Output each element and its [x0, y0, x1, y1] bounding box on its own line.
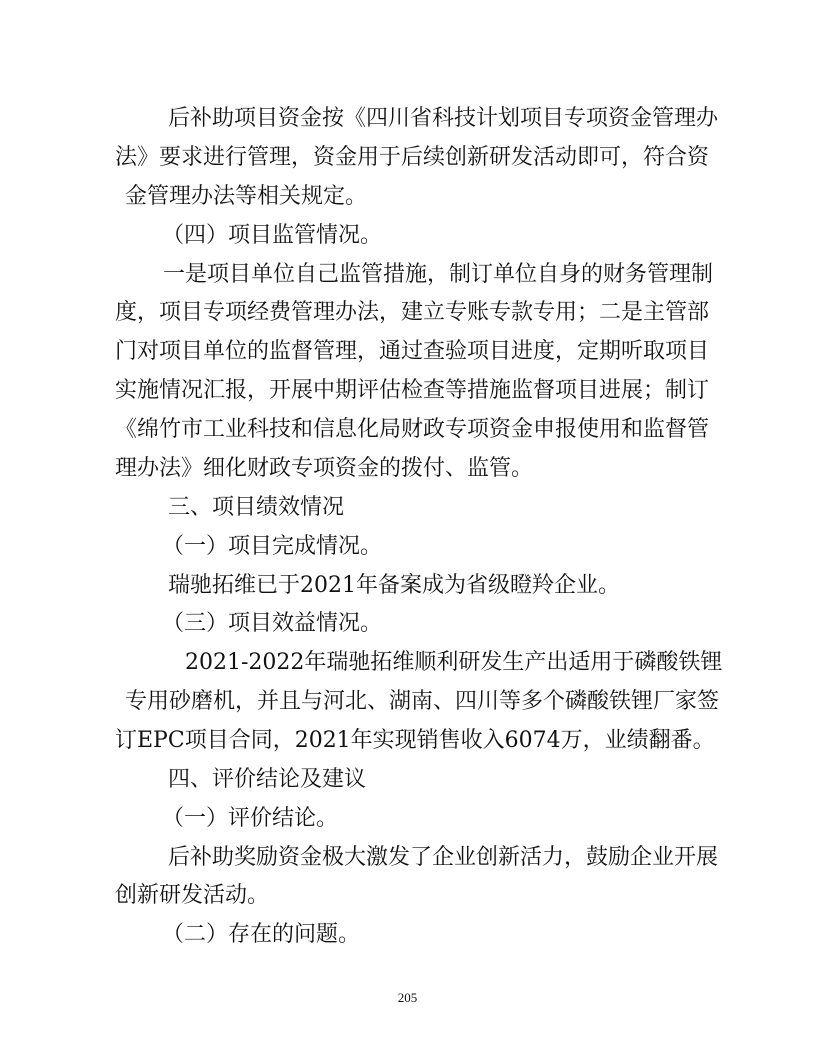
text-line: 门对项目单位的监督管理，通过查验项目进度，定期听取项目	[115, 339, 710, 364]
text-line: 金管理办法等相关规定。	[125, 184, 368, 209]
text-line: 专用砂磨机，并且与河北、湖南、四川等多个磷酸铁锂厂家签	[125, 689, 720, 714]
section-heading: （四）项目监管情况。	[162, 223, 383, 248]
text-line: 理办法》细化财政专项资金的拨付、监管。	[115, 456, 534, 481]
text-line: 后补助项目资金按《四川省科技计划项目专项资金管理办	[168, 106, 719, 131]
section-heading: 三、项目绩效情况	[168, 495, 345, 520]
section-heading: （二）存在的问题。	[162, 922, 361, 947]
text-line: 后补助奖励资金极大激发了企业创新活力，鼓励企业开展	[168, 845, 719, 870]
text-line: 2021-2022年瑞驰拓维顺利研发生产出适用于磷酸铁锂	[185, 650, 723, 675]
text-line: 度，项目专项经费管理办法，建立专账专款专用；二是主管部	[115, 300, 710, 325]
text-line: 瑞驰拓维已于2021年备案成为省级瞪羚企业。	[168, 573, 620, 598]
text-line: 《绵竹市工业科技和信息化局财政专项资金申报使用和监督管	[115, 417, 710, 442]
text-line: 法》要求进行管理，资金用于后续创新研发活动即可，符合资	[115, 145, 710, 170]
section-heading: 四、评价结论及建议	[168, 767, 367, 792]
page-number: 205	[397, 990, 418, 1005]
text-line: 一是项目单位自己监管措施，制订单位自身的财务管理制	[163, 262, 714, 287]
section-heading: （一）项目完成情况。	[162, 534, 383, 559]
section-heading: （一）评价结论。	[162, 806, 339, 831]
text-line: 实施情况汇报，开展中期评估检查等措施监督项目进展；制订	[115, 378, 710, 403]
text-line: 创新研发活动。	[115, 883, 270, 908]
section-heading: （三）项目效益情况。	[162, 611, 383, 636]
text-line: 订EPC项目合同，2021年实现销售收入6074万，业绩翻番。	[115, 728, 715, 753]
